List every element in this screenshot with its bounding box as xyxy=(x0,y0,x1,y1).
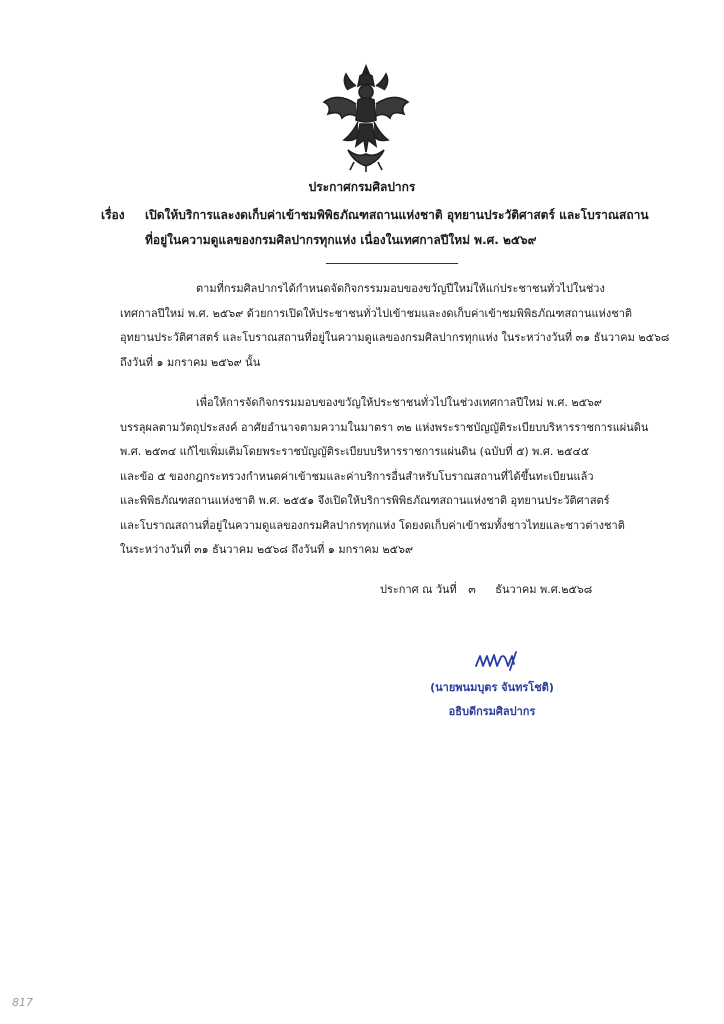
paragraph-1 xyxy=(120,277,670,375)
subject-label: เรื่อง xyxy=(101,208,125,222)
announcement-heading: ประกาศกรมศิลปากร xyxy=(308,180,416,194)
date-day: ๓ xyxy=(468,583,476,596)
date-month-year: ธันวาคม พ.ศ.๒๕๖๘ xyxy=(495,583,593,596)
paragraph-line: และพิพิธภัณฑสถานแห่งชาติ พ.ศ. ๒๕๕๑ จึงเปิดให้บริการพิพิธภัณฑสถานแห่งชาติ อุทยานประวัติศาสตร์ xyxy=(120,494,610,507)
divider-rule xyxy=(326,263,458,264)
garuda-emblem xyxy=(318,62,414,174)
paragraph-line: และโบราณสถานที่อยู่ในความดูแลของกรมศิลปากรทุกแห่ง โดยงดเก็บค่าเข้าชมทั้งชาวไทยและชาวต่างชาติ xyxy=(120,518,625,532)
paragraph-line: ถึงวันที่ ๑ มกราคม ๒๕๖๙ นั้น xyxy=(120,355,261,369)
signatory-block xyxy=(392,676,592,724)
subject-block xyxy=(101,203,661,253)
paragraph-line: ตามที่กรมศิลปากรได้กำหนดจัดกิจกรรมมอบของขวัญปีใหม่ให้แก่ประชาชนทั่วไปในช่วง xyxy=(196,282,605,295)
page-mark: 817 xyxy=(12,996,33,1009)
paragraph-2 xyxy=(120,391,660,563)
paragraph-line: พ.ศ. ๒๕๓๔ แก้ไขเพิ่มเติมโดยพระราชบัญญัติระเบียบบริหารราชการแผ่นดิน (ฉบับที่ ๕) พ.ศ. ๒๕๔๕ xyxy=(120,445,590,458)
subject-line-2: ที่อยู่ในความดูแลของกรมศิลปากรทุกแห่ง เนื่องในเทศกาลปีใหม่ พ.ศ. ๒๕๖๙ xyxy=(145,233,537,247)
subject-line-1: เปิดให้บริการและงดเก็บค่าเข้าชมพิพิธภัณฑสถานแห่งชาติ อุทยานประวัติศาสตร์ และโบราณสถาน xyxy=(145,208,649,222)
paragraph-line: เทศกาลปีใหม่ พ.ศ. ๒๕๖๙ ด้วยการเปิดให้ประชาชนทั่วไปเข้าชมและงดเก็บค่าเข้าชมพิพิธภัณฑสถานแห่งชาติ xyxy=(120,306,633,320)
handwritten-signature xyxy=(470,646,550,676)
paragraph-line: และข้อ ๕ ของกฎกระทรวงกำหนดค่าเข้าชมและค่าบริการอื่นสำหรับโบราณสถานที่ได้ขึ้นทะเบียนแล้ว xyxy=(120,469,594,483)
date-prefix: ประกาศ ณ วันที่ xyxy=(380,583,457,596)
paragraph-line: เพื่อให้การจัดกิจกรรมมอบของขวัญให้ประชาชนทั่วไปในช่วงเทศกาลปีใหม่ พ.ศ. ๒๕๖๙ xyxy=(196,396,602,409)
paragraph-line: อุทยานประวัติศาสตร์ และโบราณสถานที่อยู่ในความดูแลของกรมศิลปากรทุกแห่ง ในระหว่างวันที่ ๓๑ ธันวาคม ๒๕๖๘ xyxy=(120,331,670,344)
paragraph-line: ในระหว่างวันที่ ๓๑ ธันวาคม ๒๕๖๘ ถึงวันที่ ๑ มกราคม ๒๕๖๙ xyxy=(120,543,414,556)
signatory-title: อธิบดีกรมศิลปากร xyxy=(448,705,536,718)
paragraph-line: บรรลุผลตามวัตถุประสงค์ อาศัยอำนาจตามความในมาตรา ๓๒ แห่งพระราชบัญญัติระเบียบบริหารราชการแผ่นดิน xyxy=(120,420,649,434)
announcement-date xyxy=(380,580,592,598)
signatory-name: (นายพนมบุตร จันทรโชติ) xyxy=(430,681,554,694)
